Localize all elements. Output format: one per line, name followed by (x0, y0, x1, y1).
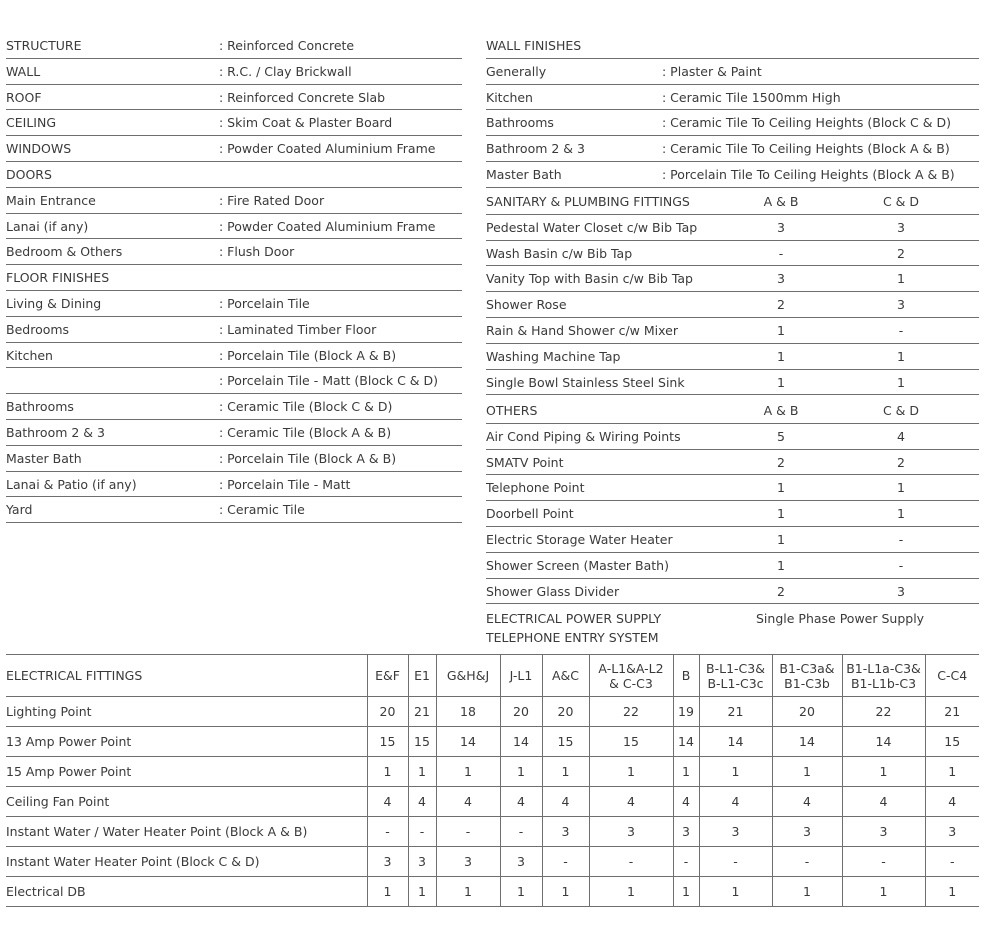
spec-label: CEILING (6, 115, 56, 131)
electrical-cell: 3 (500, 847, 542, 877)
others-label: Electric Storage Water Heater (486, 532, 673, 547)
spec-row (6, 497, 462, 523)
spec-label: WINDOWS (6, 141, 72, 157)
spec-label: Bathroom 2 & 3 (6, 425, 105, 440)
electrical-cell: 22 (589, 697, 673, 727)
others-label: Doorbell Point (486, 506, 574, 522)
others-value-ab: 1 (777, 480, 785, 496)
wall-finish-label: Generally (486, 63, 547, 79)
electrical-column-header-line: B1-C3b (784, 675, 830, 691)
sanitary-value-ab: - (778, 245, 784, 261)
electrical-column-header (542, 655, 589, 697)
electrical-cell: 1 (699, 877, 772, 907)
sanitary-col-ab: A & B (763, 194, 799, 209)
spec-label: Lanai & Patio (if any) (6, 476, 137, 492)
electrical-cell: - (925, 847, 979, 877)
others-row (486, 553, 979, 579)
electrical-cell: 1 (925, 757, 979, 787)
wall-finish-label: Bathrooms (486, 115, 554, 131)
sanitary-value-cd: 3 (897, 219, 905, 235)
electrical-cell: 1 (772, 757, 842, 787)
sanitary-value-ab: 3 (777, 219, 785, 235)
power-supply-label: ELECTRICAL POWER SUPPLY (486, 611, 662, 626)
spec-row (6, 317, 462, 343)
sanitary-row (486, 292, 979, 318)
others-row (486, 501, 979, 527)
electrical-cell: 4 (367, 787, 408, 817)
spec-row (6, 472, 462, 498)
electrical-cell: 20 (500, 697, 542, 727)
electrical-cell: 1 (699, 757, 772, 787)
sanitary-value-cd: 1 (897, 271, 905, 287)
wall-finishes-title: WALL FINISHES (486, 38, 582, 53)
electrical-column-header-line: E&F (375, 668, 400, 683)
spec-row (6, 343, 462, 369)
electrical-column-header (925, 655, 979, 697)
electrical-fittings-title: ELECTRICAL FITTINGS (6, 655, 367, 697)
electrical-cell: 14 (500, 727, 542, 757)
spec-value: : Laminated Timber Floor (219, 321, 377, 337)
spec-row (6, 162, 462, 188)
sanitary-value-cd: - (898, 323, 904, 338)
electrical-cell: 15 (589, 727, 673, 757)
electrical-row-label: Electrical DB (6, 877, 367, 907)
electrical-cell: 1 (589, 757, 673, 787)
others-title: OTHERS (486, 403, 538, 418)
sanitary-row (486, 370, 979, 396)
electrical-cell: 1 (367, 757, 408, 787)
spec-label: Yard (6, 502, 33, 518)
electrical-cell: 21 (925, 697, 979, 727)
others-value-cd: 1 (897, 506, 905, 522)
electrical-cell: 14 (699, 727, 772, 757)
sanitary-row (486, 215, 979, 241)
sanitary-row (486, 266, 979, 292)
spec-row (6, 136, 462, 162)
electrical-cell: 19 (673, 697, 699, 727)
electrical-column-header-line: & C-C3 (609, 675, 653, 691)
electrical-cell: - (542, 847, 589, 877)
electrical-cell: 1 (589, 877, 673, 907)
others-value-cd: 2 (897, 454, 905, 470)
others-value-cd: 3 (897, 583, 905, 599)
electrical-cell: 22 (842, 697, 925, 727)
others-col-cd: C & D (882, 403, 920, 418)
spec-value: : Flush Door (219, 244, 295, 260)
electrical-row-label: 13 Amp Power Point (6, 727, 367, 757)
wall-finish-row (486, 85, 979, 111)
spec-label: Living & Dining (6, 296, 102, 311)
sanitary-col-cd: C & D (882, 194, 920, 209)
sanitary-label: Washing Machine Tap (486, 348, 621, 364)
electrical-cell: 4 (542, 787, 589, 817)
electrical-cell: 20 (542, 697, 589, 727)
electrical-cell: 21 (699, 697, 772, 727)
power-supply-value: Single Phase Power Supply (756, 611, 925, 626)
sanitary-label: Vanity Top with Basin c/w Bib Tap (486, 271, 693, 287)
wall-finish-row (486, 59, 979, 85)
spec-value: : Ceramic Tile (Block A & B) (219, 425, 392, 440)
spec-row (6, 110, 462, 136)
electrical-cell: 3 (842, 817, 925, 847)
others-row (486, 579, 979, 605)
spec-label: ROOF (6, 89, 42, 105)
spec-value: : Reinforced Concrete Slab (219, 89, 386, 105)
electrical-cell: 3 (542, 817, 589, 847)
sanitary-label: Wash Basin c/w Bib Tap (486, 245, 633, 261)
spec-row (6, 33, 462, 59)
sanitary-label: Rain & Hand Shower c/w Mixer (486, 323, 678, 338)
electrical-cell: 4 (500, 787, 542, 817)
others-label: Shower Screen (Master Bath) (486, 557, 669, 573)
electrical-cell: 1 (673, 877, 699, 907)
spec-row (6, 239, 462, 265)
sanitary-title: SANITARY & PLUMBING FITTINGS (486, 194, 690, 209)
electrical-cell: 4 (842, 787, 925, 817)
others-value-cd: - (898, 557, 904, 573)
electrical-cell: 20 (772, 697, 842, 727)
electrical-cell: 4 (589, 787, 673, 817)
electrical-cell: 4 (699, 787, 772, 817)
electrical-cell: 3 (408, 847, 436, 877)
electrical-cell: - (699, 847, 772, 877)
electrical-column-header (673, 655, 699, 697)
electrical-cell: - (408, 817, 436, 847)
spec-row (6, 394, 462, 420)
spec-row (6, 446, 462, 472)
electrical-cell: 20 (367, 697, 408, 727)
spec-value: : Skim Coat & Plaster Board (219, 115, 393, 131)
electrical-row (6, 697, 979, 727)
sanitary-value-ab: 2 (777, 297, 785, 313)
spec-value: : Fire Rated Door (219, 192, 325, 208)
spec-label: Bedrooms (6, 321, 70, 337)
sanitary-header (486, 189, 979, 215)
spec-row (6, 291, 462, 317)
electrical-row (6, 727, 979, 757)
electrical-column-header-line: G&H&J (446, 668, 490, 683)
electrical-cell: 14 (673, 727, 699, 757)
electrical-cell: - (589, 847, 673, 877)
spec-row (6, 188, 462, 214)
spec-row (6, 265, 462, 291)
power-supply-block (486, 610, 979, 650)
electrical-cell: 15 (408, 727, 436, 757)
electrical-cell: 21 (408, 697, 436, 727)
others-value-ab: 2 (777, 583, 785, 599)
electrical-cell: 4 (673, 787, 699, 817)
others-row (486, 475, 979, 501)
electrical-column-header-line: B-L1-C3& (706, 660, 765, 676)
electrical-cell: 1 (542, 877, 589, 907)
wall-finish-value: : Porcelain Tile To Ceiling Heights (Block A & B) (662, 167, 955, 182)
wall-finish-value: : Ceramic Tile To Ceiling Heights (Block A & B) (662, 141, 950, 157)
electrical-table-body (6, 697, 979, 907)
electrical-column-header (436, 655, 500, 697)
electrical-header-row (6, 655, 979, 697)
sanitary-value-cd: 1 (897, 374, 905, 390)
electrical-fittings-table (6, 654, 979, 907)
electrical-cell: 18 (436, 697, 500, 727)
electrical-cell: - (842, 847, 925, 877)
electrical-column-header (589, 655, 673, 697)
wall-finish-value: : Ceramic Tile 1500mm High (662, 89, 841, 105)
spec-value: : Ceramic Tile (Block C & D) (219, 399, 393, 415)
wall-finish-row (486, 162, 979, 188)
others-value-cd: 1 (897, 480, 905, 496)
others-row (486, 527, 979, 553)
others-value-ab: 1 (777, 557, 785, 573)
electrical-cell: 15 (925, 727, 979, 757)
electrical-cell: 1 (367, 877, 408, 907)
spec-label: Bedroom & Others (6, 244, 123, 260)
spec-label: Main Entrance (6, 192, 96, 208)
wall-finish-label: Kitchen (486, 89, 533, 105)
sanitary-label: Pedestal Water Closet c/w Bib Tap (486, 219, 698, 235)
electrical-cell: 1 (408, 877, 436, 907)
electrical-cell: 1 (408, 757, 436, 787)
electrical-row (6, 847, 979, 877)
electrical-row-label: Lighting Point (6, 697, 367, 727)
spec-value: : Porcelain Tile - Matt (219, 476, 351, 492)
others-value-cd: 4 (897, 428, 905, 444)
electrical-row-label: Instant Water / Water Heater Point (Block A & B) (6, 817, 367, 847)
sanitary-value-cd: 1 (897, 348, 905, 364)
electrical-cell: - (500, 817, 542, 847)
electrical-cell: 1 (436, 877, 500, 907)
electrical-column-header (842, 655, 925, 697)
electrical-cell: 14 (436, 727, 500, 757)
others-label: SMATV Point (486, 454, 564, 470)
sanitary-row (486, 318, 979, 344)
electrical-cell: 15 (542, 727, 589, 757)
electrical-cell: 3 (673, 817, 699, 847)
electrical-column-header-line: A&C (551, 668, 580, 683)
spec-label: Master Bath (6, 450, 82, 466)
electrical-column-header-line: B (681, 668, 691, 683)
telephone-entry-label: TELEPHONE ENTRY SYSTEM (486, 630, 659, 645)
electrical-cell: - (436, 817, 500, 847)
spec-row (6, 59, 462, 85)
wall-finish-row (486, 136, 979, 162)
electrical-cell: 14 (842, 727, 925, 757)
sanitary-row (486, 344, 979, 370)
others-value-cd: - (898, 532, 904, 547)
electrical-column-header-line: E1 (414, 668, 430, 683)
others-col-ab: A & B (763, 403, 799, 418)
spec-label: FLOOR FINISHES (6, 270, 110, 286)
electrical-cell: 3 (367, 847, 408, 877)
others-header (486, 398, 979, 424)
others-value-ab: 1 (777, 506, 785, 522)
electrical-row (6, 817, 979, 847)
electrical-cell: 1 (500, 877, 542, 907)
spec-label: WALL (6, 63, 41, 79)
electrical-cell: 1 (500, 757, 542, 787)
spec-value: : R.C. / Clay Brickwall (219, 63, 352, 79)
electrical-cell: 4 (772, 787, 842, 817)
sanitary-label: Single Bowl Stainless Steel Sink (486, 374, 685, 390)
sanitary-value-ab: 1 (777, 374, 785, 390)
wall-finishes-header (486, 33, 979, 59)
sanitary-value-ab: 1 (777, 323, 785, 338)
wall-finish-row (486, 110, 979, 136)
wall-finish-value: : Plaster & Paint (662, 63, 762, 79)
others-value-ab: 1 (777, 532, 785, 547)
spec-value: : Reinforced Concrete (219, 38, 355, 53)
electrical-row (6, 757, 979, 787)
sanitary-label: Shower Rose (486, 297, 567, 313)
spec-row (6, 85, 462, 111)
electrical-cell: 4 (436, 787, 500, 817)
electrical-cell: 3 (699, 817, 772, 847)
others-label: Air Cond Piping & Wiring Points (486, 428, 681, 444)
others-value-ab: 5 (777, 428, 785, 444)
spec-label: Lanai (if any) (6, 218, 89, 234)
spec-row (6, 368, 462, 394)
electrical-column-header-line: C-C4 (937, 668, 968, 683)
electrical-row-label: Ceiling Fan Point (6, 787, 367, 817)
spec-value: : Ceramic Tile (219, 502, 305, 518)
spec-value: : Porcelain Tile (Block A & B) (219, 450, 397, 466)
electrical-column-header (772, 655, 842, 697)
electrical-cell: 1 (842, 757, 925, 787)
electrical-cell: 4 (408, 787, 436, 817)
spec-value: : Porcelain Tile (219, 296, 310, 311)
spec-value: : Porcelain Tile - Matt (Block C & D) (219, 373, 439, 389)
electrical-column-header-line: B1-C3a& (779, 660, 835, 676)
electrical-row (6, 877, 979, 907)
wall-finish-label: Master Bath (486, 167, 562, 182)
electrical-column-header-line: J-L1 (509, 668, 533, 683)
electrical-cell: 3 (436, 847, 500, 877)
electrical-cell: 1 (772, 877, 842, 907)
others-row (486, 424, 979, 450)
electrical-cell: 1 (542, 757, 589, 787)
electrical-cell: 15 (367, 727, 408, 757)
spec-value: : Powder Coated Aluminium Frame (219, 218, 436, 234)
electrical-column-header (408, 655, 436, 697)
electrical-column-header-line: B1-L1a-C3& (846, 660, 921, 676)
spec-label: Kitchen (6, 347, 53, 363)
others-row (486, 450, 979, 476)
electrical-column-header-line: B1-L1b-C3 (850, 675, 917, 691)
electrical-cell: 1 (925, 877, 979, 907)
electrical-cell: - (772, 847, 842, 877)
electrical-row (6, 787, 979, 817)
spec-value: : Porcelain Tile (Block A & B) (219, 347, 397, 363)
sanitary-value-ab: 1 (777, 348, 785, 364)
sanitary-value-cd: 3 (897, 297, 905, 313)
others-value-ab: 2 (777, 454, 785, 470)
electrical-cell: 4 (925, 787, 979, 817)
others-label: Telephone Point (486, 480, 585, 496)
electrical-cell: 3 (925, 817, 979, 847)
spec-row (6, 214, 462, 240)
sanitary-value-cd: 2 (897, 245, 905, 261)
electrical-column-header (367, 655, 408, 697)
electrical-cell: - (673, 847, 699, 877)
sanitary-row (486, 241, 979, 267)
electrical-row-label: 15 Amp Power Point (6, 757, 367, 787)
spec-label: Bathrooms (6, 399, 74, 415)
others-label: Shower Glass Divider (486, 583, 620, 599)
wall-finish-value: : Ceramic Tile To Ceiling Heights (Block C & D) (662, 115, 951, 131)
spec-row (6, 420, 462, 446)
spec-label: STRUCTURE (6, 38, 82, 53)
electrical-row-label: Instant Water Heater Point (Block C & D) (6, 847, 367, 877)
electrical-cell: 3 (772, 817, 842, 847)
electrical-cell: 3 (589, 817, 673, 847)
electrical-cell: 14 (772, 727, 842, 757)
electrical-column-header-line: B-L1-C3c (707, 675, 764, 691)
sanitary-value-ab: 3 (777, 271, 785, 287)
electrical-column-header (699, 655, 772, 697)
electrical-column-header (500, 655, 542, 697)
electrical-cell: 1 (673, 757, 699, 787)
spec-label: DOORS (6, 167, 52, 182)
electrical-cell: 1 (842, 877, 925, 907)
electrical-cell: 1 (436, 757, 500, 787)
electrical-column-header-line: A-L1&A-L2 (598, 660, 664, 676)
electrical-cell: - (367, 817, 408, 847)
spec-value: : Powder Coated Aluminium Frame (219, 141, 436, 157)
wall-finish-label: Bathroom 2 & 3 (486, 141, 585, 157)
